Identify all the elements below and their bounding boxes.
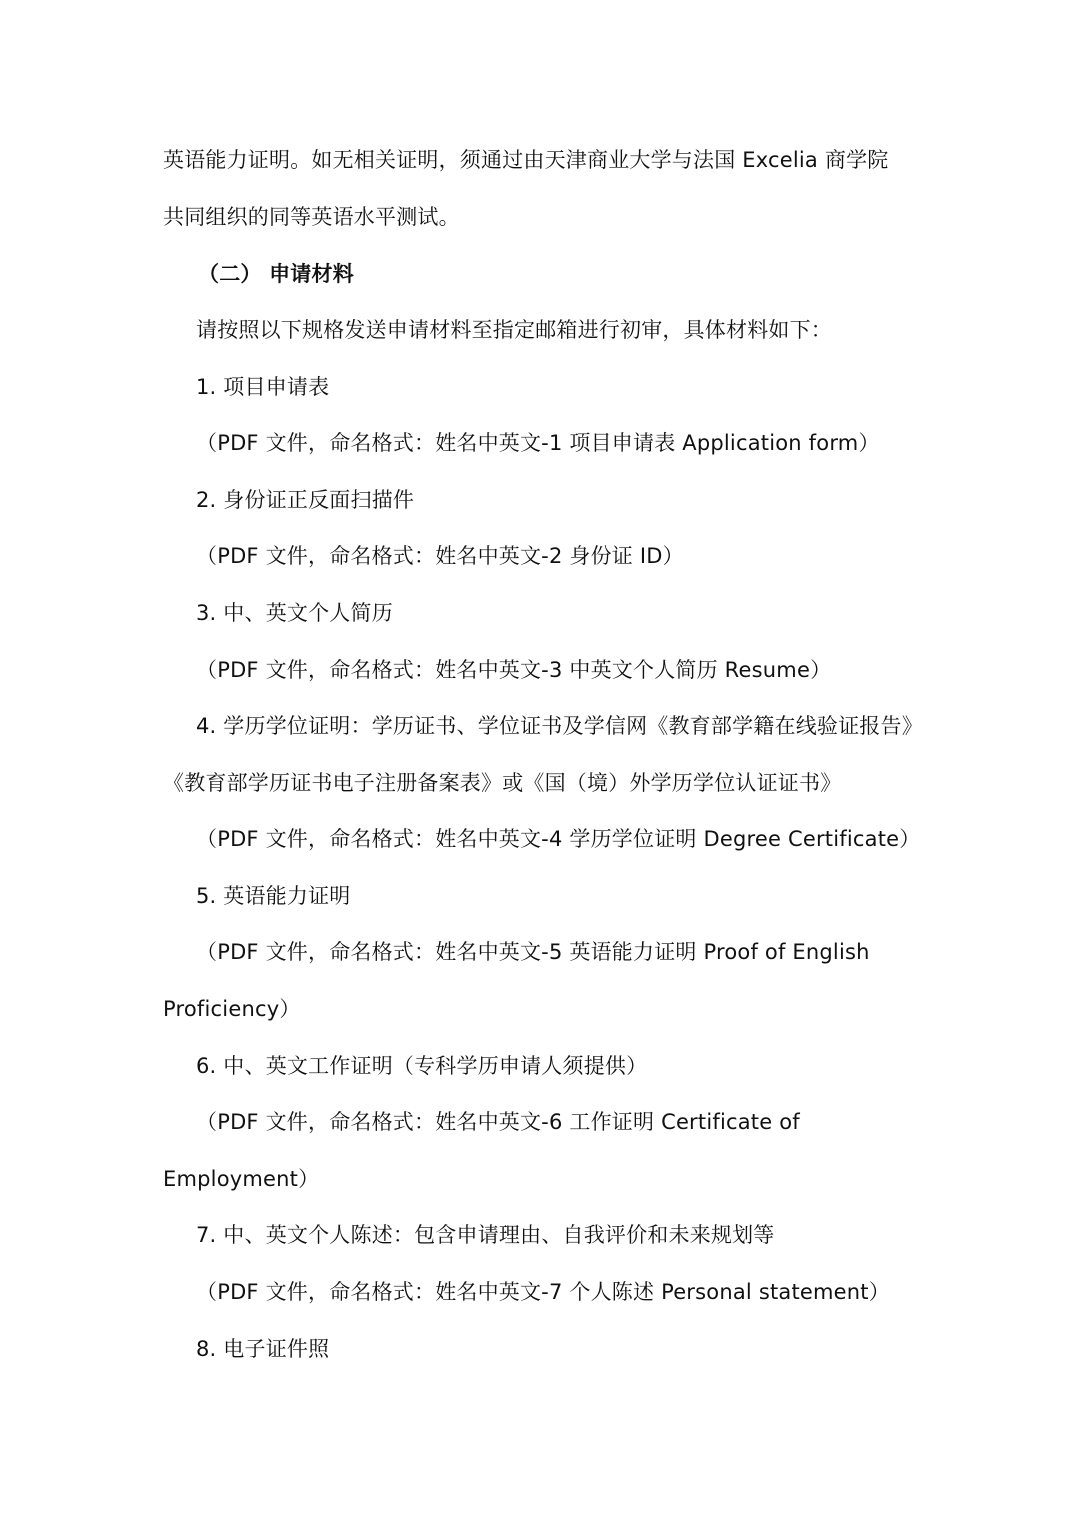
list-item: 6. 中、英文工作证明（专科学历申请人须提供） xyxy=(196,1054,648,1078)
list-item: 8. 电子证件照 xyxy=(196,1337,330,1361)
section-heading: （二） 申请材料 xyxy=(198,262,354,286)
list-item: 5. 英语能力证明 xyxy=(196,884,351,908)
list-item-detail: （PDF 文件，命名格式：姓名中英文-6 工作证明 Certificate of xyxy=(196,1110,800,1134)
list-item: 1. 项目申请表 xyxy=(196,375,330,399)
list-item-continuation: 《教育部学历证书电子注册备案表》或《国（境）外学历学位认证证书》 xyxy=(163,771,842,795)
paragraph-line: 请按照以下规格发送申请材料至指定邮箱进行初审，具体材料如下： xyxy=(196,318,832,342)
list-item: 2. 身份证正反面扫描件 xyxy=(196,488,415,512)
list-item-continuation: Proficiency） xyxy=(163,997,301,1021)
list-item-detail: （PDF 文件，命名格式：姓名中英文-5 英语能力证明 Proof of English xyxy=(196,940,870,964)
list-item-detail: （PDF 文件，命名格式：姓名中英文-3 中英文个人简历 Resume） xyxy=(196,658,832,682)
paragraph-line: 共同组织的同等英语水平测试。 xyxy=(163,205,460,229)
list-item-detail: （PDF 文件，命名格式：姓名中英文-7 个人陈述 Personal statement） xyxy=(196,1280,890,1304)
paragraph-line: 英语能力证明。如无相关证明，须通过由天津商业大学与法国 Excelia 商学院 xyxy=(163,148,889,172)
list-item: 4. 学历学位证明：学历证书、学位证书及学信网《教育部学籍在线验证报告》 xyxy=(196,714,923,738)
list-item-detail: （PDF 文件，命名格式：姓名中英文-1 项目申请表 Application form） xyxy=(196,431,880,455)
list-item-detail: （PDF 文件，命名格式：姓名中英文-4 学历学位证明 Degree Certificate） xyxy=(196,827,921,851)
list-item: 7. 中、英文个人陈述：包含申请理由、自我评价和未来规划等 xyxy=(196,1223,775,1247)
list-item-detail: （PDF 文件，命名格式：姓名中英文-2 身份证 ID） xyxy=(196,544,684,568)
list-item-continuation: Employment） xyxy=(163,1167,320,1191)
list-item: 3. 中、英文个人简历 xyxy=(196,601,393,625)
